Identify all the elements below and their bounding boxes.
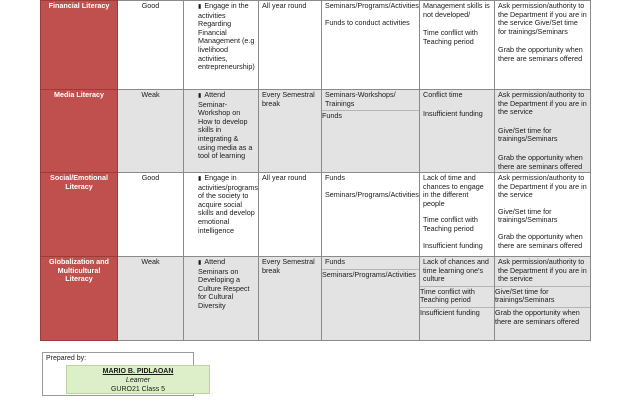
prepared-by-label: Prepared by: [46, 355, 87, 362]
resources-cell: Funds Seminars/Programs/Activities [322, 173, 420, 257]
resources-cell: Funds Seminars/Programs/Activities [322, 257, 420, 341]
status-cell: Weak [118, 257, 184, 341]
activity-cell: ▮ Engage in activities/programs of the society to acquire social skills and develop emotional intelligence [184, 173, 259, 257]
bullet-icon: ▮ [198, 176, 202, 182]
bullet-icon: ▮ [198, 93, 202, 99]
solutions-cell: Ask permission/authority to the Department if you are in the service Give/Set time for trainings/Seminars Grab the opportunity when there are seminars offered [495, 1, 591, 90]
preparer-role: Learner [125, 377, 151, 384]
signature-block [66, 365, 210, 394]
challenges-cell: Lack of chances and time learning one's culture Time conflict with Teaching period Insufficient funding [420, 257, 495, 341]
development-plan-table [40, 0, 591, 341]
resources-cell: Seminars-Workshops/ Trainings Funds [322, 90, 420, 173]
bullet-icon: ▮ [198, 260, 202, 266]
challenges-cell: Lack of time and chances to engage in the different people Time conflict with Teaching period Insufficient funding [420, 173, 495, 257]
prepared-by-box [42, 352, 194, 396]
timeline-cell: Every Semestral break [259, 90, 322, 173]
literacy-area-cell: Globalization and Multicultural Literacy [41, 257, 118, 341]
status-cell: Good [118, 173, 184, 257]
solutions-cell: Ask permission/authority to the Department if you are in the service Give/Set time for trainings/Seminars Grab the opportunity when there are seminars offered [495, 173, 591, 257]
resources-cell: Seminars/Programs/Activities Funds to conduct activities [322, 1, 420, 90]
preparer-name: MARIO B. PIDLAOAN [102, 368, 174, 375]
activity-cell: ▮ Attend Seminar-Workshop on How to develop skills in integrating & using media as a tool of learning [184, 90, 259, 173]
solutions-cell: Ask permission/authority to the Department if you are in the service Give/Set time for trainings/Seminars Grab the opportunity when there are seminars offered [495, 257, 591, 341]
timeline-cell: Every Semestral break [259, 257, 322, 341]
literacy-area-cell: Social/Emotional Literacy [41, 173, 118, 257]
timeline-cell: All year round [259, 173, 322, 257]
activity-cell: ▮ Attend Seminars on Developing a Culture Respect for Cultural Diversity [184, 257, 259, 341]
challenges-cell: Management skills is not developed/ Time conflict with Teaching period [420, 1, 495, 90]
literacy-area-cell: Media Literacy [41, 90, 118, 173]
preparer-group: GURO21 Class 5 [110, 386, 166, 393]
activity-cell: ▮ Engage in the activities Regarding Financial Management (e.g livelihood activities, entrepreneurship) [184, 1, 259, 90]
challenges-cell: Conflict time Insufficient funding [420, 90, 495, 173]
table-row [41, 257, 591, 341]
status-cell: Weak [118, 90, 184, 173]
bullet-icon: ▮ [198, 4, 202, 10]
table-row [41, 90, 591, 173]
status-cell: Good [118, 1, 184, 90]
table-row [41, 173, 591, 257]
literacy-area-cell: Financial Literacy [41, 1, 118, 90]
table-row [41, 1, 591, 90]
solutions-cell: Ask permission/authority to the Department if you are in the service Give/Set time for trainings/Seminars Grab the opportunity when there are seminars offered [495, 90, 591, 173]
timeline-cell: All year round [259, 1, 322, 90]
